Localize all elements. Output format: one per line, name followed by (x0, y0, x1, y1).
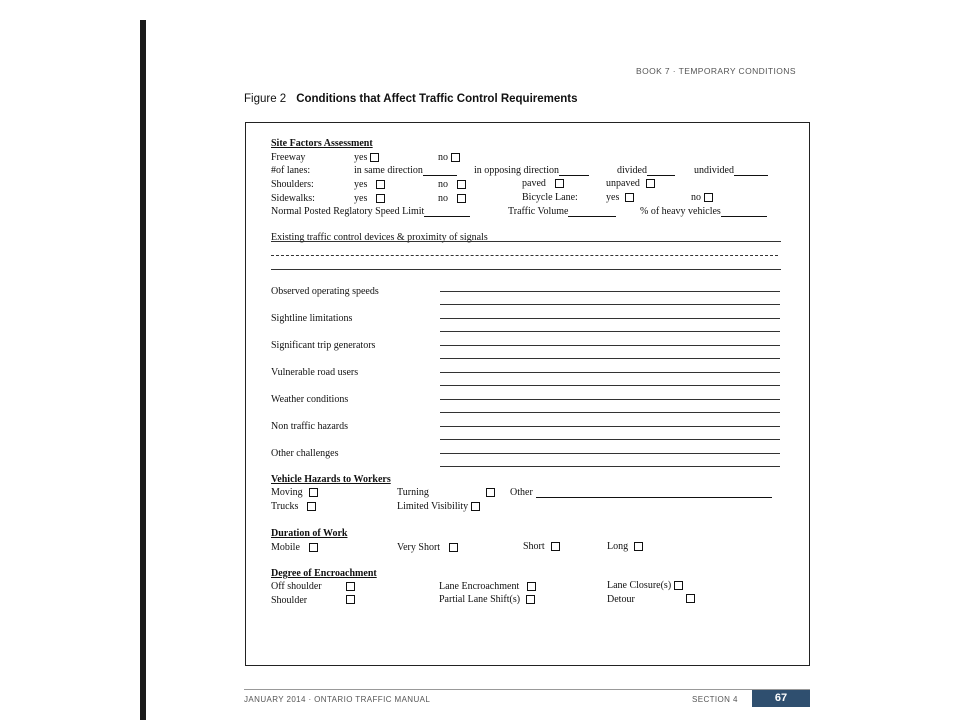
existing-devices-line-3[interactable] (271, 269, 781, 270)
unpaved-checkbox[interactable] (646, 179, 655, 188)
vehicle-hazards-heading: Vehicle Hazards to Workers (271, 474, 391, 485)
limited-visibility-checkbox[interactable] (471, 502, 480, 511)
bicycle-no-checkbox[interactable] (704, 193, 713, 202)
condition-line[interactable] (440, 291, 780, 292)
page-footer (244, 689, 810, 709)
condition-label: Other challenges (271, 448, 339, 459)
hazard-limited-visibility: Limited Visibility (397, 501, 480, 512)
shoulders-yes-checkbox[interactable] (376, 180, 385, 189)
heavy-vehicles: % of heavy vehicles (640, 206, 767, 217)
shoulders-unpaved: unpaved (606, 178, 655, 189)
lanes-same-direction: in same direction (354, 165, 457, 176)
condition-line[interactable] (440, 439, 780, 440)
enc-partial-lane-shift: Partial Lane Shift(s) (439, 594, 535, 605)
enc-off-shoulder: Off shoulder (271, 581, 322, 592)
duration-long: Long (607, 541, 643, 552)
book-header: BOOK 7 · TEMPORARY CONDITIONS (636, 66, 796, 76)
page-number: 67 (752, 690, 810, 707)
condition-label: Sightline limitations (271, 313, 353, 324)
moving-checkbox[interactable] (309, 488, 318, 497)
lane-encroachment-checkbox[interactable] (527, 582, 536, 591)
duration-very-short: Very Short (397, 542, 458, 553)
enc-lane-encroachment: Lane Encroachment (439, 581, 536, 592)
condition-line[interactable] (440, 466, 780, 467)
enc-shoulder: Shoulder (271, 595, 308, 606)
long-checkbox[interactable] (634, 542, 643, 551)
freeway-no: no (438, 152, 460, 163)
freeway-label: Freeway (271, 152, 306, 163)
condition-label: Non traffic hazards (271, 421, 349, 432)
undivided-field[interactable] (734, 167, 768, 176)
hazard-moving: Moving (271, 487, 318, 498)
short-checkbox[interactable] (551, 542, 560, 551)
condition-line[interactable] (440, 453, 780, 454)
bicycle-lane-label: Bicycle Lane: (522, 192, 578, 203)
hazard-turning: Turning (397, 487, 429, 498)
condition-label: Weather conditions (271, 394, 349, 405)
existing-devices-line-2[interactable] (271, 255, 778, 256)
duration-short: Short (523, 541, 560, 552)
bicycle-yes: yes (606, 192, 634, 203)
lanes-label: #of lanes: (271, 165, 311, 176)
traffic-volume: Traffic Volume (508, 206, 616, 217)
condition-line[interactable] (440, 358, 780, 359)
mobile-checkbox[interactable] (309, 543, 318, 552)
sidewalks-no-checkbox[interactable] (457, 194, 466, 203)
freeway-yes: yes (354, 152, 379, 163)
condition-line[interactable] (440, 304, 780, 305)
condition-label: Vulnerable road users (271, 367, 359, 378)
figure-title-text: Conditions that Affect Traffic Control Requirements (296, 93, 578, 105)
lane-closure-checkbox[interactable] (674, 581, 683, 590)
figure-title (244, 93, 578, 105)
shoulders-no: no (438, 179, 466, 190)
off-shoulder-checkbox[interactable] (346, 582, 355, 591)
condition-line[interactable] (440, 426, 780, 427)
traffic-volume-field[interactable] (568, 208, 616, 217)
partial-lane-shift-checkbox[interactable] (526, 595, 535, 604)
detour-checkbox[interactable] (686, 594, 695, 603)
scan-page-edge (140, 20, 146, 720)
heavy-vehicles-field[interactable] (721, 208, 767, 217)
sidewalks-yes-checkbox[interactable] (376, 194, 385, 203)
shoulder-checkbox[interactable] (346, 595, 355, 604)
enc-detour: Detour (607, 594, 635, 605)
speed-limit-field[interactable] (424, 208, 470, 217)
speed-limit: Normal Posted Reglatory Speed Limit (271, 206, 470, 217)
sidewalks-yes: yes (354, 193, 385, 204)
existing-devices-line-1[interactable] (271, 241, 781, 242)
condition-label: Observed operating speeds (271, 286, 379, 297)
lanes-opposing-direction: in opposing direction (474, 165, 589, 176)
existing-devices-label: Existing traffic control devices & proximity of signals (271, 232, 488, 243)
very-short-checkbox[interactable] (449, 543, 458, 552)
condition-line[interactable] (440, 331, 780, 332)
condition-line[interactable] (440, 318, 780, 319)
bicycle-yes-checkbox[interactable] (625, 193, 634, 202)
sidewalks-label: Sidewalks: (271, 193, 315, 204)
freeway-yes-checkbox[interactable] (370, 153, 379, 162)
shoulders-paved: paved (522, 178, 564, 189)
paved-checkbox[interactable] (555, 179, 564, 188)
trucks-checkbox[interactable] (307, 502, 316, 511)
shoulders-no-checkbox[interactable] (457, 180, 466, 189)
divided-field[interactable] (647, 167, 675, 176)
condition-line[interactable] (440, 385, 780, 386)
footer-section: SECTION 4 (692, 695, 738, 704)
other-hazard-field[interactable] (536, 489, 772, 498)
sidewalks-no: no (438, 193, 466, 204)
duration-heading: Duration of Work (271, 528, 348, 539)
condition-line[interactable] (440, 412, 780, 413)
duration-mobile: Mobile (271, 542, 318, 553)
shoulders-yes: yes (354, 179, 385, 190)
condition-label: Significant trip generators (271, 340, 376, 351)
condition-line[interactable] (440, 372, 780, 373)
condition-line[interactable] (440, 399, 780, 400)
hazard-other: Other (510, 487, 772, 498)
freeway-no-checkbox[interactable] (451, 153, 460, 162)
shoulders-label: Shoulders: (271, 179, 314, 190)
turning-checkbox[interactable] (486, 488, 495, 497)
lanes-divided: divided (617, 165, 675, 176)
encroachment-heading: Degree of Encroachment (271, 568, 377, 579)
condition-line[interactable] (440, 345, 780, 346)
figure-label: Figure 2 (244, 93, 287, 105)
footer-manual: JANUARY 2014 · ONTARIO TRAFFIC MANUAL (244, 695, 431, 704)
opposing-direction-field[interactable] (559, 167, 589, 176)
lanes-undivided: undivided (694, 165, 768, 176)
site-factors-heading: Site Factors Assessment (271, 138, 373, 149)
hazard-trucks: Trucks (271, 501, 316, 512)
bicycle-no: no (691, 192, 713, 203)
enc-lane-closure: Lane Closure(s) (607, 580, 683, 591)
same-direction-field[interactable] (423, 167, 457, 176)
